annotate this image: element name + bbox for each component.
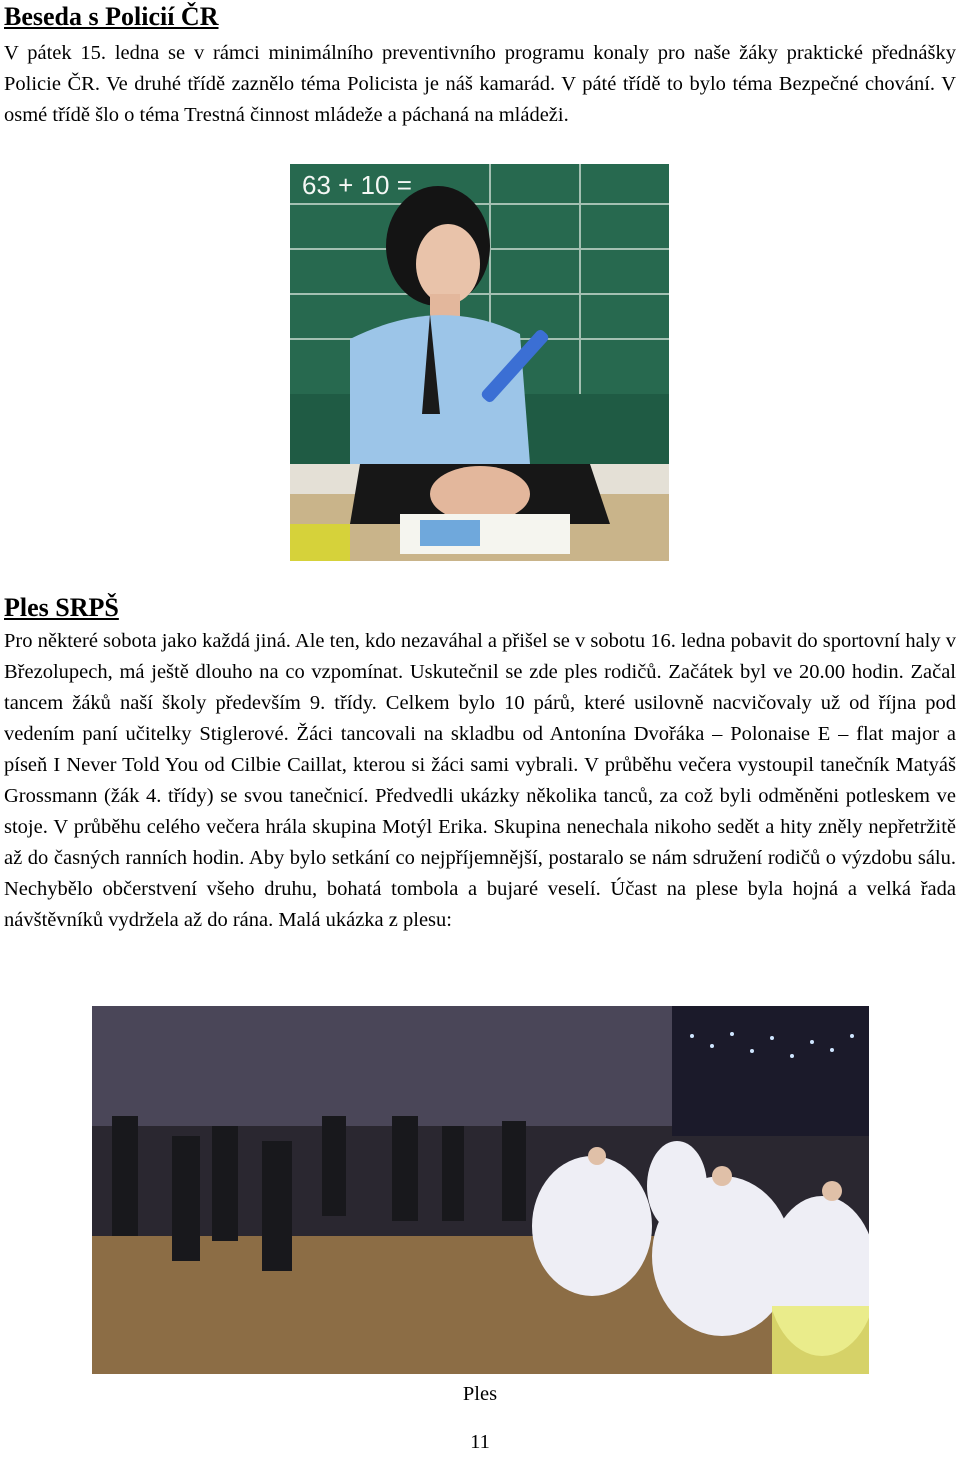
section2-heading: Ples SRPŠ [4, 593, 119, 622]
page-number: 11 [470, 1431, 490, 1453]
ball-photo-caption: Ples [462, 1383, 498, 1405]
section2-paragraph: Pro některé sobota jako každá jiná. Ale ten, kdo nezaváhal a přišel se v sobotu 16. ledna pobavit do sportovní haly v Březolupech, má ještě dlouho na co vzpomínat. Uskutečnil se zde ples rodičů. Začátek byl ve 20.00 hodin. Začal tancem žáků naší školy především 9. třídy. Celkem bylo 10 párů, které usilovně nacvičovaly už od října pod vedením paní učitelky Stiglerové. Žáci tancovali na skladbu od Antonína Dvořáka – Polonaise E – flat major a píseň I Never Told You od Cilbie Caillat, kterou si žáci sami vybrali. V průběhu večera vystoupil tanečník Matyáš Grossmann (žák 4. třídy) se svou tanečnicí. Předvedli ukázky několika tanců, za což byli odměněni potleskem ve stoje. V průběhu celého večera hrála skupina Motýl Erika. Skupina nenechala nikoho sedět a hity zněly nepřetržitě až do časných ranních hodin. Aby bylo setkání co nejpříjemnější, postaralo se nám sdružení rodičů o výzdobu sálu. Nechybělo občerstvení všeho druhu, bohatá tombola a bujaré veselí. Účast na plese byla hojná a velká řada návštěvníků vydržela až do rána. Malá ukázka z plesu: [4, 630, 956, 931]
section1-heading: Beseda s Policií ČR [4, 2, 219, 31]
board-text: 63 + 10 = [302, 170, 412, 200]
ball-photo [92, 1006, 869, 1374]
police-lecture-photo [290, 164, 669, 561]
section1-paragraph: V pátek 15. ledna se v rámci minimálního preventivního programu konaly pro naše žáky praktické přednášky Policie ČR. Ve druhé třídě zaznělo téma Policista je náš kamarád. V páté třídě to bylo téma Bezpečné chování. V osmé třídě šlo o téma Trestná činnost mládeže a páchaná na mládeži. [4, 42, 956, 126]
